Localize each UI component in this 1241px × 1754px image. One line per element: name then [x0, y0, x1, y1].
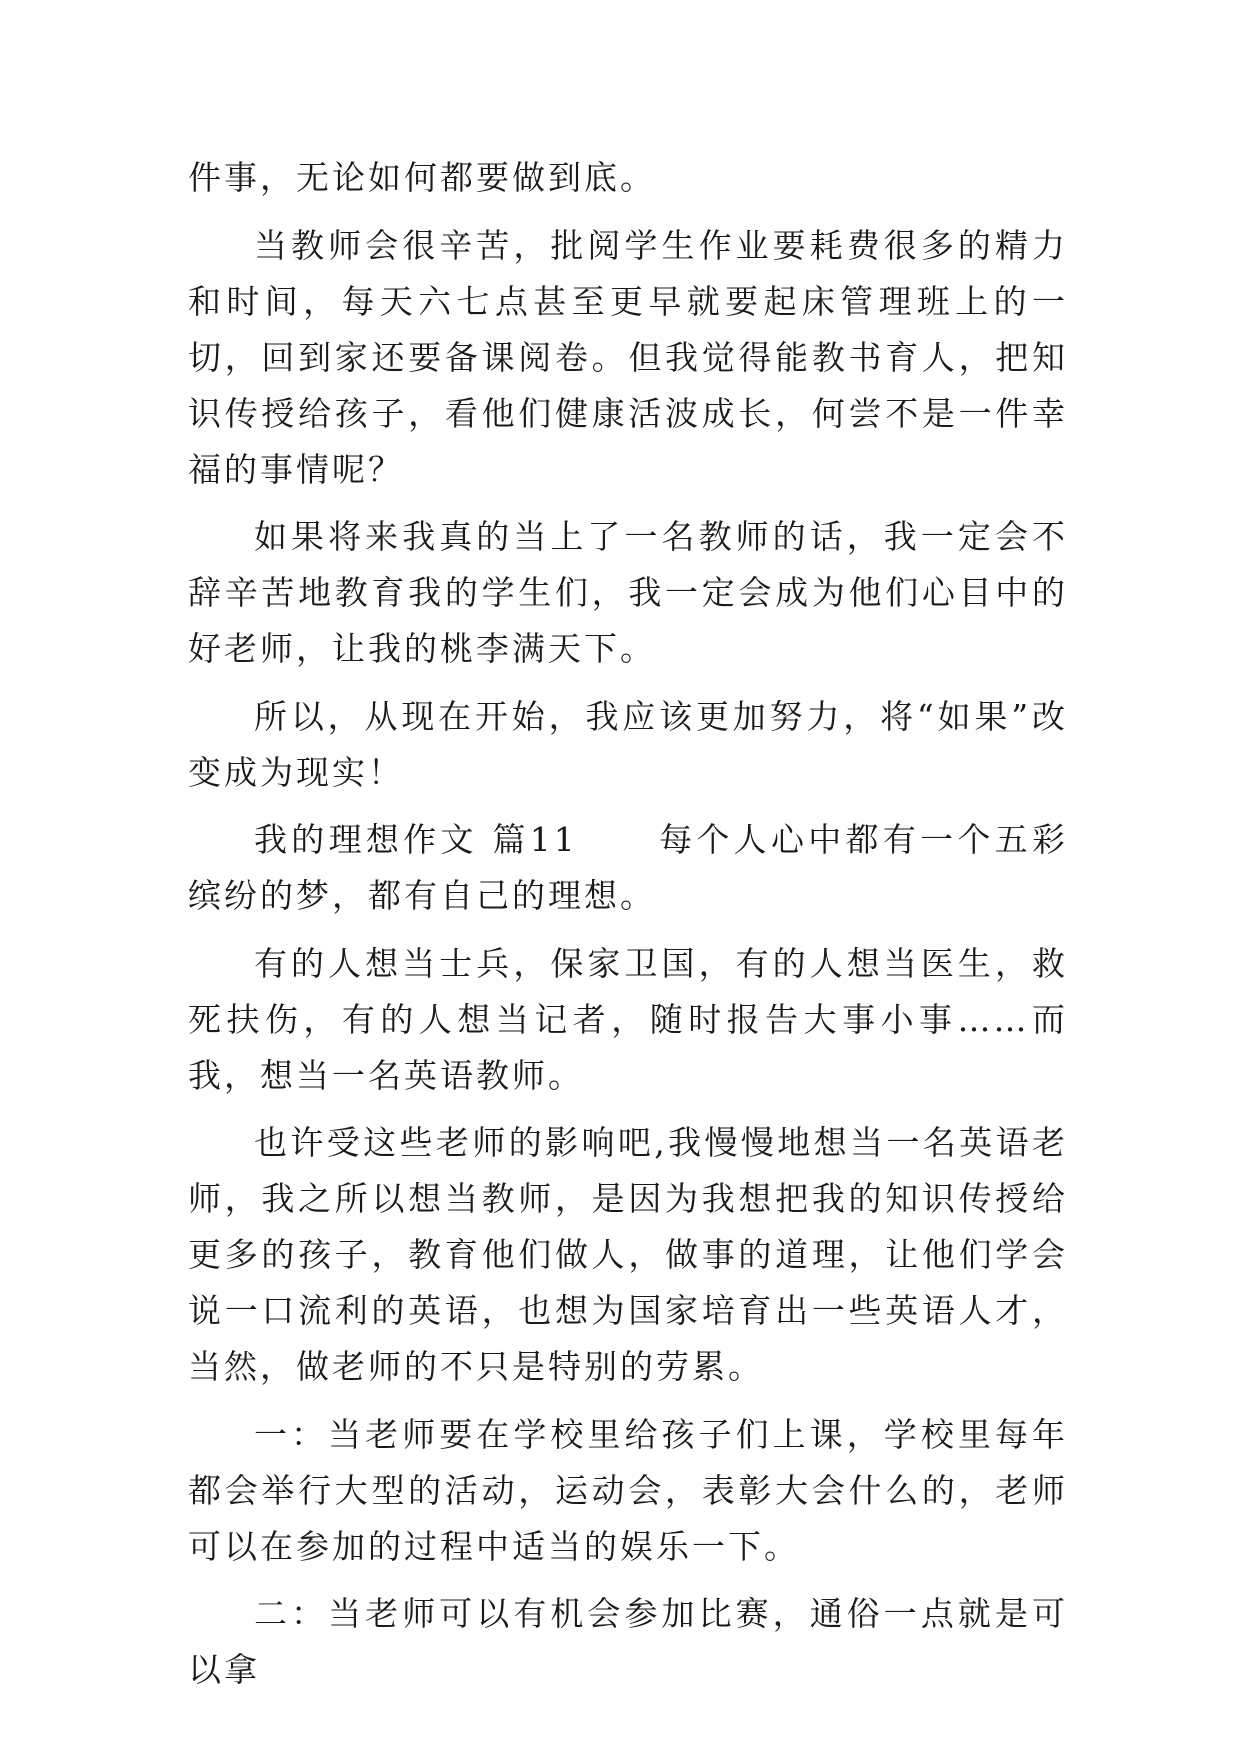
- paragraph-point-two: 二：当老师可以有机会参加比赛，通俗一点就是可以拿: [188, 1594, 1068, 1689]
- paragraph-conclusion: 所以，从现在开始，我应该更加努力，将“如果”改变成为现实！: [188, 696, 1068, 792]
- paragraph-why-teacher: 也许受这些老师的影响吧,我慢慢地想当一名英语老师，我之所以想当教师，是因为我想把我的知识传授给更多的孩子，教育他们做人，做事的道理，让他们学会说一口流利的英语，也想为国家培育出一些英语人才，当然，做老师的不只是特别的劳累。: [188, 1123, 1068, 1386]
- paragraph-ideals: 有的人想当士兵，保家卫国，有的人想当医生，救死扶伤，有的人想当记者，随时报告大事小事……而我，想当一名英语教师。: [188, 943, 1068, 1095]
- section-paragraph: [188, 812, 1068, 924]
- section-heading: 我的理想作文 篇11: [254, 820, 578, 859]
- document-body: [188, 150, 1068, 1710]
- paragraph-continued: 件事，无论如何都要做到底。: [188, 158, 656, 197]
- paragraph-point-one: 一：当老师要在学校里给孩子们上课，学校里每年都会举行大型的活动，运动会，表彰大会什么的，老师可以在参加的过程中适当的娱乐一下。: [188, 1414, 1068, 1566]
- paragraph-teacher-hardship: 当教师会很辛苦，批阅学生作业要耗费很多的精力和时间，每天六七点甚至更早就要起床管理班上的一切，回到家还要备课阅卷。但我觉得能教书育人，把知识传授给孩子，看他们健康活波成长，何尝不是一件幸福的事情呢？: [188, 225, 1068, 489]
- section-intro: 每个人心中都有一个五彩缤纷的梦，都有自己的理想。: [188, 820, 1069, 915]
- paragraph-future-teacher: 如果将来我真的当上了一名教师的话，我一定会不辞辛苦地教育我的学生们，我一定会成为他们心目中的好老师，让我的桃李满天下。: [188, 517, 1068, 668]
